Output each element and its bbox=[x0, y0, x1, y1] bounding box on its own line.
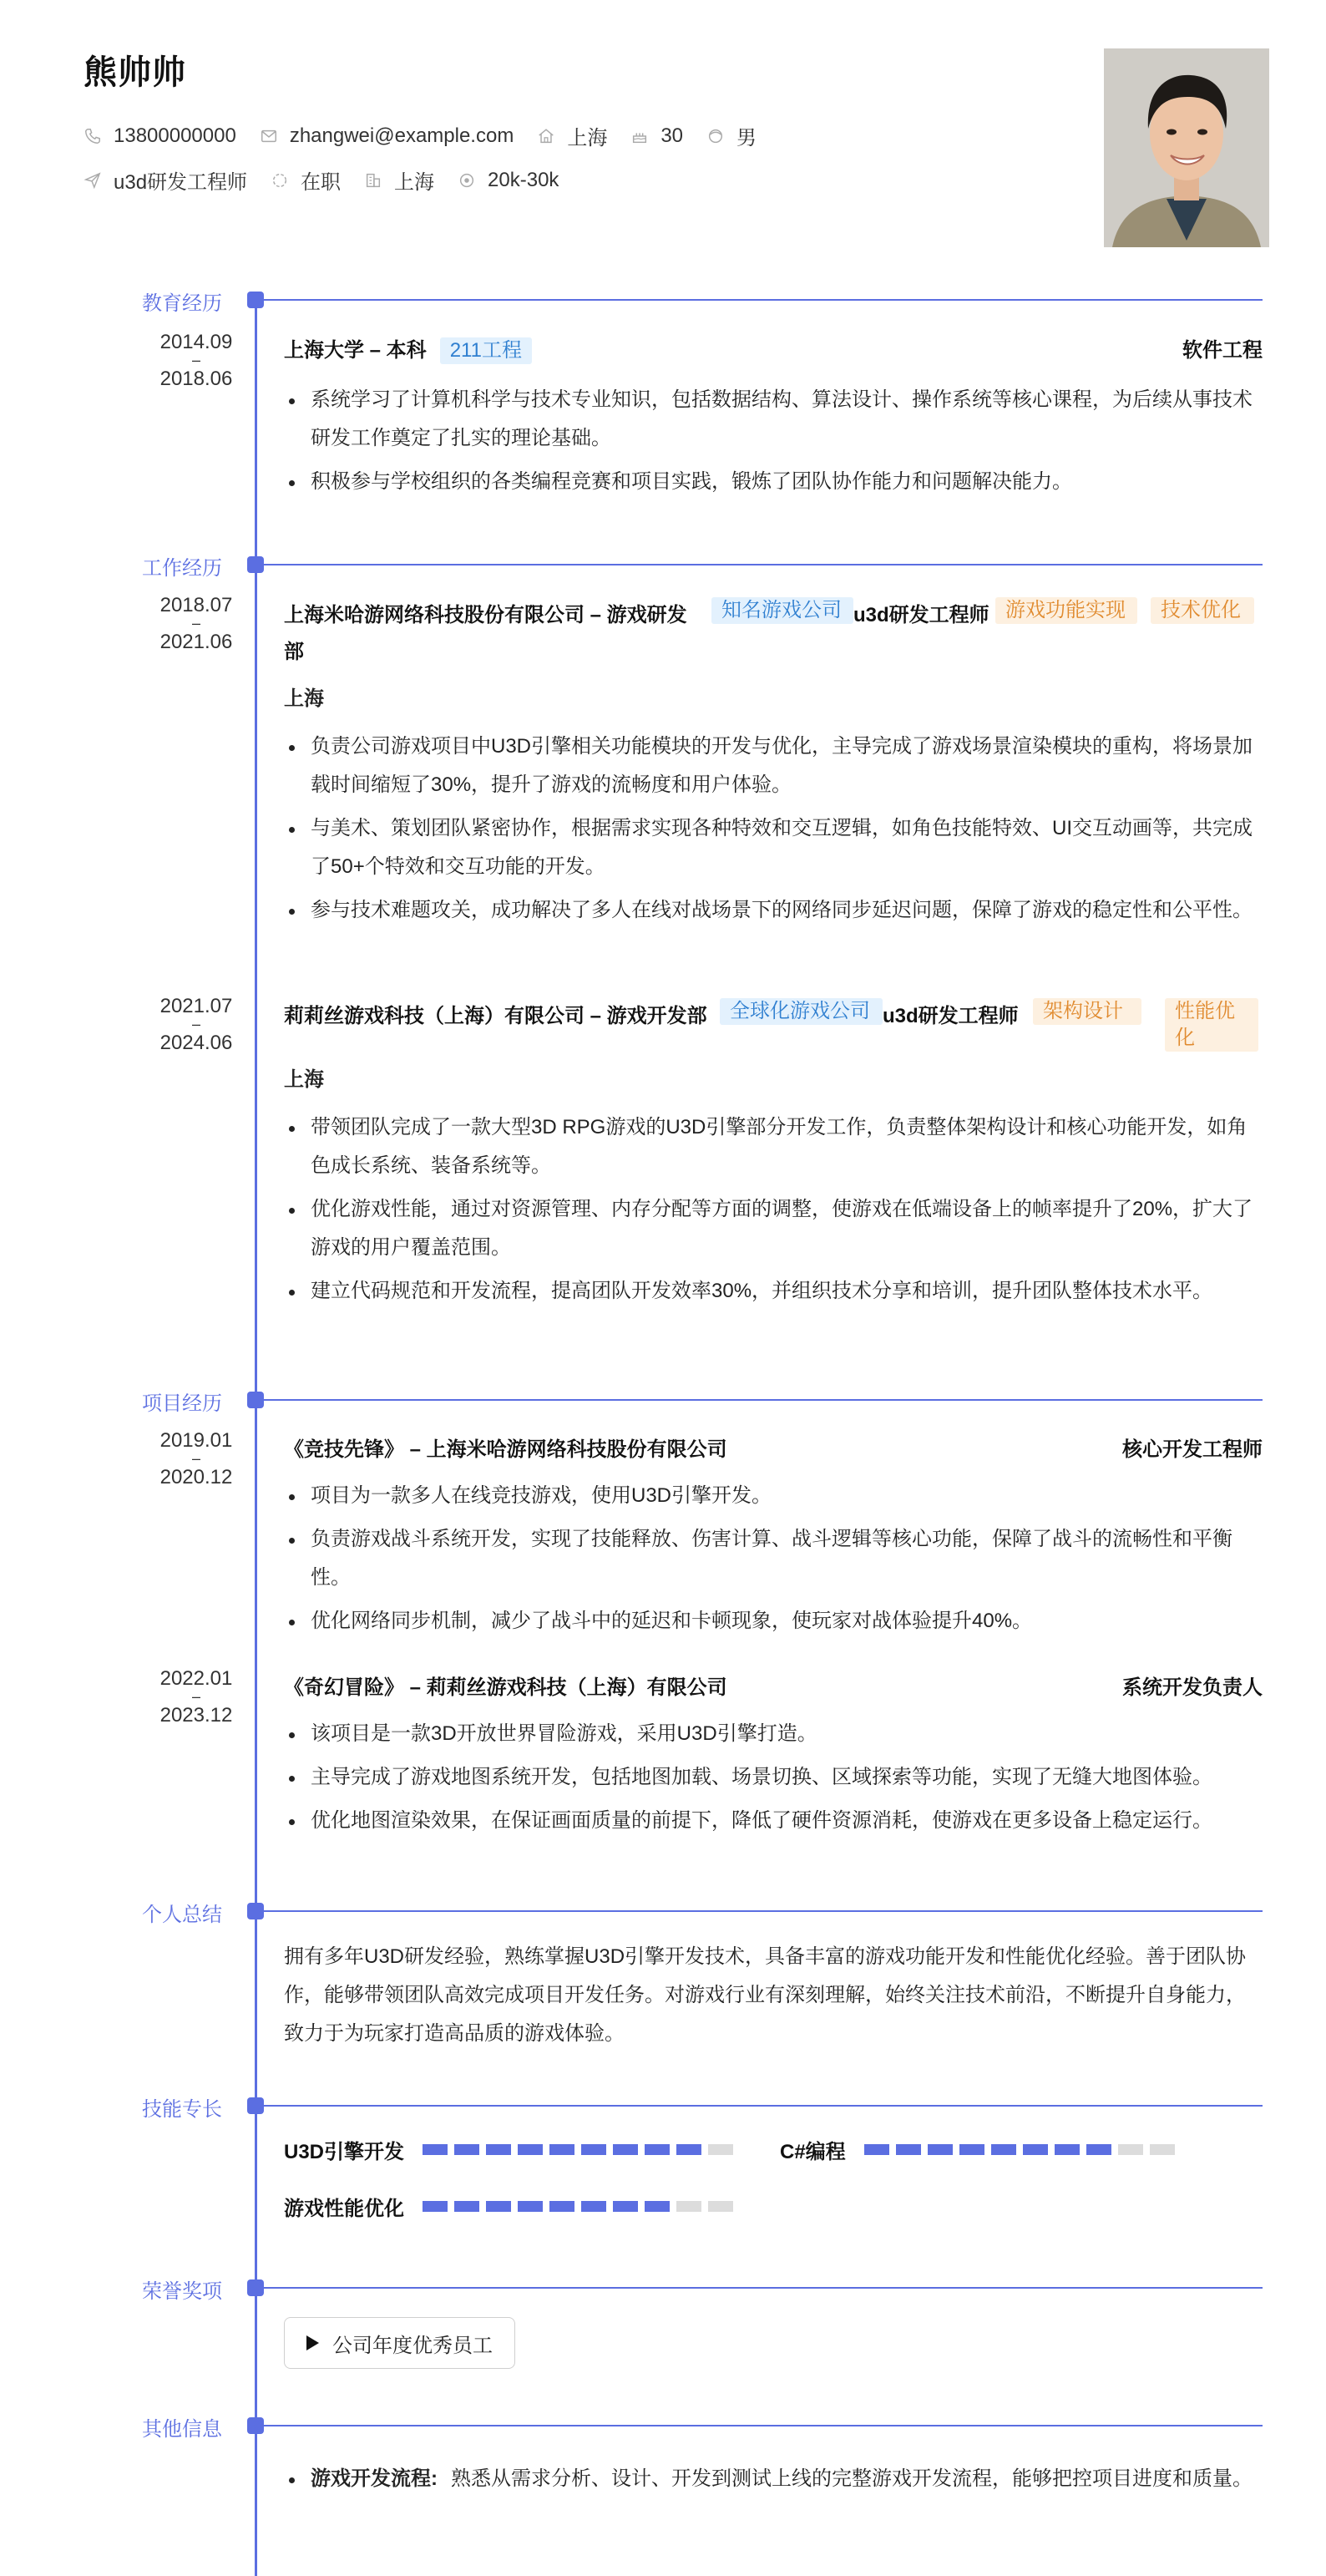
skill-level-segment bbox=[645, 2144, 670, 2155]
role-name: u3d研发工程师 bbox=[853, 604, 989, 626]
skill-level-bar bbox=[423, 2144, 740, 2155]
skill-tag: 技术优化 bbox=[1151, 597, 1254, 624]
work-header bbox=[284, 597, 1263, 671]
skill-level-segment bbox=[423, 2144, 448, 2155]
position-item bbox=[84, 165, 247, 195]
age-item bbox=[630, 124, 683, 148]
skill-tag: 游戏功能实现 bbox=[995, 597, 1137, 624]
project-name: 《奇幻冒险》 – 莉莉丝游戏科技（上海）有限公司 bbox=[284, 1676, 727, 1699]
date-range bbox=[125, 332, 267, 389]
date-range bbox=[125, 1668, 267, 1726]
skill-level-bar bbox=[864, 2144, 1182, 2155]
summary-text: 拥有多年U3D研发经验，熟练掌握U3D引擎开发技术，具备丰富的游戏功能开发和性能优化经验。善于团队协作，能够带领团队高效完成项目开发任务。对游戏行业有深刻理解，始终关注技术前沿，不断提升自身能力，致力于为玩家打造高品质的游戏体验。 bbox=[284, 1945, 1247, 2045]
skill-item bbox=[780, 2135, 1182, 2164]
section-title-honors: 荣誉奖项 bbox=[142, 2280, 222, 2303]
list-item: 负责游戏战斗系统开发，实现了技能释放、伤害计算、战斗逻辑等核心功能，保障了战斗的流畅性和平衡性。 bbox=[284, 1520, 1263, 1597]
other-info bbox=[284, 2460, 1263, 2498]
work-header bbox=[284, 998, 1263, 1052]
section-node bbox=[247, 292, 264, 308]
section-rule bbox=[264, 299, 1263, 301]
skill-level-segment bbox=[581, 2144, 606, 2155]
skill-level-segment bbox=[1086, 2144, 1111, 2155]
education-bullets bbox=[284, 381, 1263, 501]
honor-text: 公司年度优秀员工 bbox=[332, 2334, 493, 2357]
status-text: 在职 bbox=[301, 171, 342, 194]
project-bullets bbox=[284, 1477, 1263, 1640]
skill-level-segment bbox=[959, 2144, 984, 2155]
skill-level-segment bbox=[486, 2201, 511, 2212]
skill-tag: 性能优化 bbox=[1165, 998, 1258, 1052]
date-start: 2021.07 bbox=[159, 995, 233, 1017]
section-node bbox=[247, 556, 264, 573]
date-end: 2018.06 bbox=[159, 368, 233, 391]
location-text: 上海 bbox=[567, 127, 608, 150]
work-city: 上海 bbox=[284, 687, 324, 710]
list-item: 积极参与学校组织的各类编程竞赛和项目实践，锻炼了团队协作能力和问题解决能力。 bbox=[284, 463, 1263, 501]
work-city-text: 上海 bbox=[394, 171, 435, 194]
list-item: 带领团队完成了一款大型3D RPG游戏的U3D引擎部分开发工作，负责整体架构设计和核心功能开发，如角色成长系统、装备系统等。 bbox=[284, 1108, 1263, 1185]
work-bullets bbox=[284, 1108, 1263, 1311]
work-city-item bbox=[364, 165, 434, 195]
position-text: u3d研发工程师 bbox=[114, 171, 248, 194]
education-entry bbox=[284, 334, 1263, 506]
list-item: 优化地图渲染效果，在保证画面质量的前提下，降低了硬件资源消耗，使游戏在更多设备上稳定运行。 bbox=[284, 1802, 1263, 1840]
skill-level-segment bbox=[708, 2144, 733, 2155]
home-icon bbox=[537, 127, 555, 145]
list-item: 与美术、策划团队紧密协作，根据需求实现各种特效和交互逻辑，如角色技能特效、UI交互动画等，共完成了50+个特效和交互功能的开发。 bbox=[284, 809, 1263, 886]
section-title-summary: 个人总结 bbox=[142, 1904, 222, 1926]
skill-level-segment bbox=[1150, 2144, 1175, 2155]
project-role: 核心开发工程师 bbox=[1122, 1438, 1263, 1461]
section-title-projects: 项目经历 bbox=[142, 1392, 222, 1415]
skill-item bbox=[284, 2192, 740, 2221]
section-node bbox=[247, 1392, 264, 1408]
project-name: 《竞技先锋》 – 上海米哈游网络科技股份有限公司 bbox=[284, 1438, 727, 1461]
skill-level-segment bbox=[708, 2201, 733, 2212]
profile-photo bbox=[1104, 48, 1269, 247]
phone-icon bbox=[84, 127, 102, 145]
location-item bbox=[537, 121, 607, 150]
work-entry bbox=[284, 597, 1263, 935]
date-range bbox=[125, 996, 267, 1053]
list-item: 项目为一款多人在线竞技游戏，使用U3D引擎开发。 bbox=[284, 1477, 1263, 1515]
resume-header bbox=[84, 46, 1269, 263]
section-node bbox=[247, 2417, 264, 2434]
status-item bbox=[271, 165, 341, 195]
skill-level-segment bbox=[613, 2144, 638, 2155]
phone-item bbox=[84, 124, 236, 148]
skill-level-segment bbox=[676, 2144, 701, 2155]
skill-level-segment bbox=[549, 2201, 574, 2212]
skill-name: U3D引擎开发 bbox=[284, 2141, 405, 2163]
project-bullets bbox=[284, 1715, 1263, 1840]
date-separator: – bbox=[191, 1688, 200, 1706]
section-title-work: 工作经历 bbox=[142, 557, 222, 580]
status-icon bbox=[271, 171, 289, 190]
date-end: 2020.12 bbox=[159, 1466, 233, 1489]
job-intent-row bbox=[84, 165, 582, 195]
school-name: 上海大学 – 本科 bbox=[284, 339, 427, 362]
skill-level-segment bbox=[549, 2144, 574, 2155]
company-tag: 全球化游戏公司 bbox=[720, 998, 883, 1025]
section-rule bbox=[264, 2287, 1263, 2289]
skill-level-segment bbox=[518, 2144, 543, 2155]
project-entry bbox=[284, 1433, 1263, 1645]
skill-item bbox=[284, 2135, 740, 2164]
email-text: zhangwei@example.com bbox=[289, 124, 514, 147]
date-separator: – bbox=[191, 615, 200, 632]
skill-level-segment bbox=[423, 2201, 448, 2212]
date-end: 2023.12 bbox=[159, 1704, 233, 1727]
contact-row bbox=[84, 121, 780, 150]
date-end: 2021.06 bbox=[159, 631, 233, 654]
skill-level-segment bbox=[1023, 2144, 1048, 2155]
list-item: 系统学习了计算机科学与技术专业知识，包括数据结构、算法设计、操作系统等核心课程，为后续从事技术研发工作奠定了扎实的理论基础。 bbox=[284, 381, 1263, 458]
skill-level-segment bbox=[518, 2201, 543, 2212]
section-rule bbox=[264, 2425, 1263, 2426]
school-tag: 211工程 bbox=[440, 337, 532, 364]
list-item: 负责公司游戏项目中U3D引擎相关功能模块的开发与优化，主导完成了游戏场景渲染模块的重构，将场景加载时间缩短了30%，提升了游戏的流畅度和用户体验。 bbox=[284, 728, 1263, 804]
date-start: 2022.01 bbox=[159, 1667, 233, 1690]
list-item: 主导完成了游戏地图系统开发，包括地图加载、场景切换、区域探索等功能，实现了无缝大地图体验。 bbox=[284, 1758, 1263, 1797]
project-role: 系统开发负责人 bbox=[1122, 1676, 1263, 1699]
major: 软件工程 bbox=[1182, 339, 1263, 362]
date-start: 2019.01 bbox=[159, 1429, 233, 1452]
send-icon bbox=[84, 171, 102, 190]
date-range bbox=[125, 1430, 267, 1488]
list-item: 建立代码规范和开发流程，提高团队开发效率30%，并组织技术分享和培训，提升团队整体技术水平。 bbox=[284, 1272, 1263, 1311]
section-title-other: 其他信息 bbox=[142, 2418, 222, 2441]
section-rule bbox=[264, 564, 1263, 565]
section-rule bbox=[264, 2105, 1263, 2107]
gender-icon bbox=[706, 127, 725, 145]
section-node bbox=[247, 1903, 264, 1919]
skill-level-segment bbox=[581, 2201, 606, 2212]
list-item: 参与技术难题攻关，成功解决了多人在线对战场景下的网络同步延迟问题，保障了游戏的稳定性和公平性。 bbox=[284, 891, 1263, 930]
skill-tag: 架构设计 bbox=[1033, 998, 1141, 1025]
mail-icon bbox=[260, 127, 278, 145]
honor-item bbox=[284, 2317, 515, 2369]
date-end: 2024.06 bbox=[159, 1032, 233, 1055]
date-separator: – bbox=[191, 1450, 200, 1468]
section-node bbox=[247, 2279, 264, 2296]
role-name: u3d研发工程师 bbox=[883, 1005, 1019, 1027]
company-tag: 知名游戏公司 bbox=[711, 597, 853, 624]
play-icon bbox=[306, 2335, 319, 2350]
project-header bbox=[284, 1671, 1263, 1705]
skill-name: C#编程 bbox=[780, 2141, 846, 2163]
skill-level-bar bbox=[423, 2201, 740, 2212]
skill-level-segment bbox=[928, 2144, 953, 2155]
section-title-skills: 技能专长 bbox=[142, 2098, 222, 2121]
cake-icon bbox=[630, 127, 649, 145]
list-item: 优化网络同步机制，减少了战斗中的延迟和卡顿现象，使玩家对战体验提升40%。 bbox=[284, 1602, 1263, 1640]
skill-level-segment bbox=[454, 2201, 479, 2212]
age-text: 30 bbox=[660, 124, 684, 147]
skill-name: 游戏性能优化 bbox=[284, 2198, 404, 2220]
skill-level-segment bbox=[613, 2201, 638, 2212]
skill-level-segment bbox=[864, 2144, 889, 2155]
date-separator: – bbox=[191, 1016, 200, 1033]
skill-level-segment bbox=[1055, 2144, 1080, 2155]
work-bullets bbox=[284, 728, 1263, 930]
skill-level-segment bbox=[454, 2144, 479, 2155]
work-entry bbox=[284, 998, 1263, 1316]
company-name: 上海米哈游网络科技股份有限公司 – 游戏研发部 bbox=[284, 604, 687, 663]
bullet-dot bbox=[289, 2477, 295, 2483]
building-icon bbox=[364, 171, 382, 190]
list-item bbox=[284, 2460, 1263, 2498]
section-node bbox=[247, 2097, 264, 2114]
salary-text: 20k-30k bbox=[488, 168, 559, 191]
phone-text: 13800000000 bbox=[114, 124, 236, 147]
project-header bbox=[284, 1433, 1263, 1467]
skill-level-segment bbox=[645, 2201, 670, 2212]
date-start: 2018.07 bbox=[159, 594, 233, 616]
other-text: 熟悉从需求分析、设计、开发到测试上线的完整游戏开发流程，能够把控项目进度和质量。 bbox=[451, 2467, 1253, 2490]
candidate-name: 熊帅帅 bbox=[84, 54, 186, 91]
list-item: 该项目是一款3D开放世界冒险游戏，采用U3D引擎打造。 bbox=[284, 1715, 1263, 1753]
skill-level-segment bbox=[991, 2144, 1016, 2155]
section-rule bbox=[264, 1910, 1263, 1912]
skill-level-segment bbox=[1118, 2144, 1143, 2155]
email-item bbox=[260, 124, 514, 148]
section-title-education: 教育经历 bbox=[142, 292, 222, 315]
skill-level-segment bbox=[486, 2144, 511, 2155]
date-start: 2014.09 bbox=[159, 331, 233, 353]
gender-item bbox=[706, 121, 757, 150]
education-header bbox=[284, 334, 1263, 368]
salary-item bbox=[458, 169, 559, 192]
other-label: 游戏开发流程: bbox=[311, 2467, 438, 2490]
section-rule bbox=[264, 1399, 1263, 1401]
date-range bbox=[125, 595, 267, 652]
company-name: 莉莉丝游戏科技（上海）有限公司 – 游戏开发部 bbox=[284, 1005, 707, 1027]
salary-icon bbox=[458, 171, 476, 190]
work-city: 上海 bbox=[284, 1068, 324, 1091]
gender-text: 男 bbox=[736, 127, 757, 150]
list-item: 优化游戏性能，通过对资源管理、内存分配等方面的调整，使游戏在低端设备上的帧率提升了20%，扩大了游戏的用户覆盖范围。 bbox=[284, 1190, 1263, 1267]
date-separator: – bbox=[191, 352, 200, 369]
skill-level-segment bbox=[676, 2201, 701, 2212]
project-entry bbox=[284, 1671, 1263, 1845]
skill-level-segment bbox=[896, 2144, 921, 2155]
